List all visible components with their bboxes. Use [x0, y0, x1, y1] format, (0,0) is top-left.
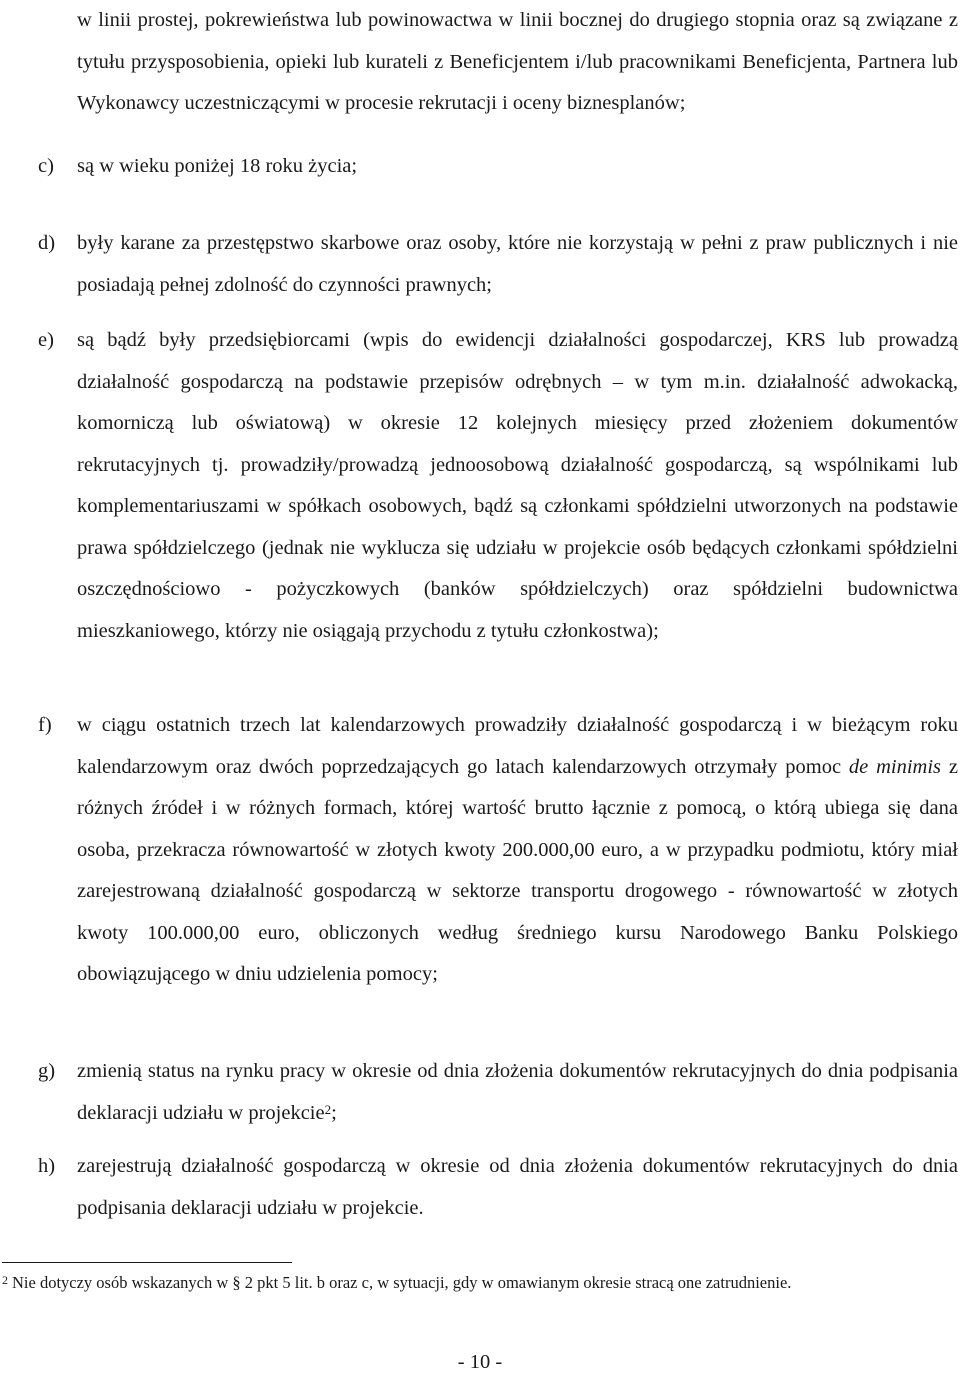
- list-item-label: d): [38, 232, 56, 254]
- list-item-label: e): [38, 329, 54, 351]
- list-item-text-part: ;: [331, 1101, 337, 1124]
- list-item-text-part: z różnych źródeł i w różnych formach, której wartość brutto łącznie z pomocą, o którą ubiega się dana osoba, przekracza równowartość w złotych kwoty 200.000,00 euro, a w przypadku podmiotu, który miał zarejestrowaną działalność gospodarczą w sektorze transportu drogowego - równowartość w złotych kwoty 100.000,00 euro, obliczonych według średniego kursu Narodowego Banku Polskiego obowiązującego w dniu udzielenia pomocy;: [77, 755, 958, 985]
- list-item-label: h): [38, 1155, 56, 1177]
- footnote: [2, 1272, 958, 1294]
- list-item-label: c): [38, 155, 54, 177]
- list-item-text: są w wieku poniżej 18 roku życia;: [77, 155, 358, 177]
- footnote-reference[interactable]: 2: [324, 1101, 332, 1117]
- list-item-text: [77, 705, 958, 996]
- page-number: - 10 -: [457, 1351, 503, 1373]
- intro-paragraph: w linii prostej, pokrewieństwa lub powinowactwa w linii bocznej do drugiego stopnia oraz są związane z tytułu przysposobienia, opieki lub kurateli z Beneficjentem i/lub pracownikami Beneficjenta, Partnera lub Wykonawcy uczestniczącymi w procesie rekrutacji i oceny biznesplanów;: [77, 9, 958, 114]
- latin-term: de minimis: [848, 755, 942, 778]
- list-item-text: [77, 1051, 958, 1134]
- list-item-text: były karane za przestępstwo skarbowe oraz osoby, które nie korzystają w pełni z praw publicznych i nie posiadają pełnej zdolność do czynności prawnych;: [77, 232, 958, 296]
- footnote-text: Nie dotyczy osób wskazanych w § 2 pkt 5 lit. b oraz c, w sytuacji, gdy w omawianym okresie stracą one zatrudnienie.: [12, 1273, 792, 1292]
- list-item-label: f): [38, 714, 52, 736]
- list-item-text-part: w ciągu ostatnich trzech lat kalendarzowych prowadziły działalność gospodarczą i w bieżącym roku kalendarzowym oraz dwóch poprzedzających go latach kalendarzowych otrzymały pomoc: [77, 714, 958, 778]
- list-item-text-part: zmienią status na rynku pracy w okresie od dnia złożenia dokumentów rekrutacyjnych do dnia podpisania deklaracji udziału w projekcie: [77, 1060, 958, 1124]
- footnote-separator: [2, 1262, 292, 1263]
- footnote-mark: 2: [2, 1273, 8, 1287]
- list-item-text: zarejestrują działalność gospodarczą w okresie od dnia złożenia dokumentów rekrutacyjnych do dnia podpisania deklaracji udziału w projekcie.: [77, 1155, 958, 1219]
- list-item-label: g): [38, 1060, 56, 1082]
- list-item-text: są bądź były przedsiębiorcami (wpis do ewidencji działalności gospodarczej, KRS lub prowadzą działalność gospodarczą na podstawie przepisów odrębnych – w tym m.in. działalność adwokacką, komorniczą lub oświatową) w okresie 12 kolejnych miesięcy przed złożeniem dokumentów rekrutacyjnych tj. prowadziły/prowadzą jednoosobową działalność gospodarczą, są wspólnikami lub komplementariuszami w spółkach osobowych, bądź są członkami spółdzielni utworzonych na podstawie prawa spółdzielczego (jednak nie wyklucza się udziału w projekcie osób będących członkami spółdzielni oszczędnościowo - pożyczkowych (banków spółdzielczych) oraz spółdzielni budownictwa mieszkaniowego, którzy nie osiągają przychodu z tytułu członkostwa);: [77, 329, 958, 642]
